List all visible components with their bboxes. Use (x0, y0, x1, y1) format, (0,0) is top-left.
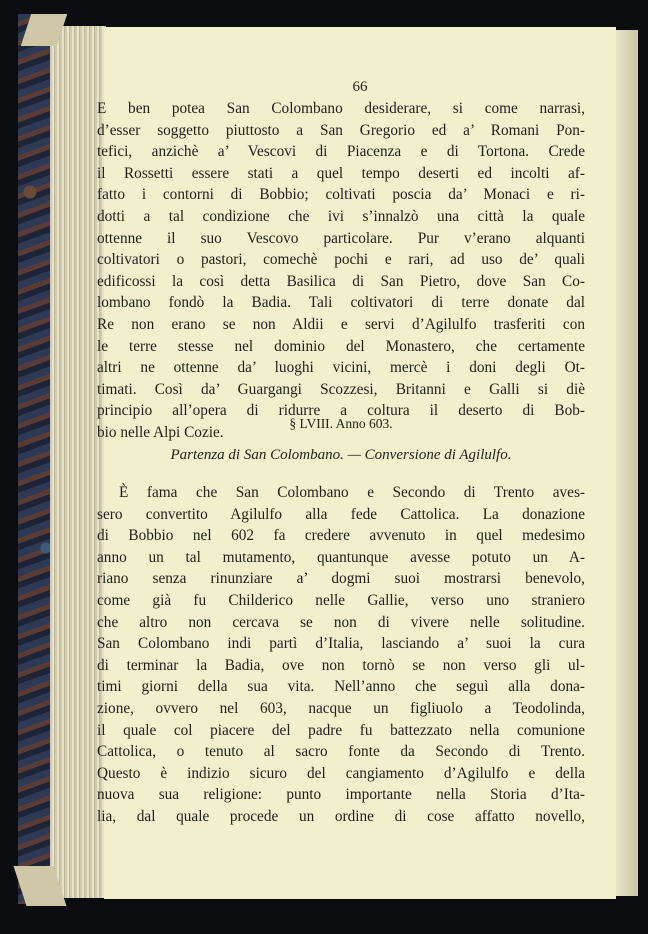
text-line: timi giorni della sua vita. Nell’anno che seguì alla dona- (97, 678, 585, 696)
facing-page-edge (616, 30, 638, 896)
text-line: d’esser soggetto piuttosto a San Gregorio ed a’ Romani Pon- (97, 121, 585, 139)
text-line: zione, ovvero nel 603, nacque un figliuolo a Teodolinda, (97, 699, 585, 717)
text-line: fatto i contorni di Bobbio; coltivati poscia da’ Monaci e ri- (97, 186, 585, 204)
text-line: principio all’opera di ridurre a coltura il deserto di Bob- (97, 402, 585, 420)
text-line: sero convertito Agilulfo alla fede Cattolica. La donazione (97, 505, 585, 523)
text-line: Re non erano se non Aldii e servi d’Agilulfo trasferiti con (97, 315, 585, 333)
text-line: che altro non cercava se non di vivere nelle solitudine. (97, 613, 585, 631)
text-line: lombano fondò la Badia. Tali coltivatori di terre donate dal (97, 294, 585, 312)
text-line: bio nelle Alpi Cozie. (97, 423, 224, 441)
text-line: Cattolica, o tenuto al sacro fonte da Secondo di Trento. (97, 743, 585, 761)
text-line: nuova sua religione: punto importante nella Storia d’Ita- (97, 786, 585, 804)
text-line: il quale col piacere del padre fu battezzato nella comunione (97, 721, 585, 739)
text-line: come già fu Childerico nelle Gallie, verso uno straniero (97, 591, 585, 609)
text-line: ottenne il suo Vescovo particolare. Pur v’erano alquanti (97, 229, 585, 247)
text-line: il Rossetti essere stati a quel tempo deserti ed incolti af- (97, 164, 585, 182)
text-line: di Bobbio nel 602 fa credere avvenuto in quel medesimo (97, 527, 585, 545)
text-line: E ben potea San Colombano desiderare, si come narrasi, (97, 100, 585, 117)
text-line: edificossi la così detta Basilica di San Pietro, dove San Co- (97, 272, 585, 290)
text-line: altri ne ottenne da’ luoghi vicini, mercè i doni degli Ot- (97, 359, 585, 377)
text-line: È fama che San Colombano e Secondo di Trento aves- (119, 484, 585, 501)
text-line: riano senza rinunziare a’ dogmi suoi mostrarsi benevolo, (97, 570, 585, 588)
text-line: dotti a tal condizione che ivi s’innalzò una città la quale (97, 207, 585, 225)
paragraph-1 (97, 98, 585, 444)
text-line: le terre stesse nel dominio del Monastero, che certamente (97, 337, 585, 355)
paragraph-2 (97, 482, 585, 828)
text-line: di terminar la Badia, ove non tornò se non verso gli ul- (97, 656, 585, 674)
text-line: timati. Così da’ Guargangi Scozzesi, Britanni e Galli si diè (97, 380, 585, 398)
text-line: tefici, anzichè a’ Vescovi di Piacenza e di Tortona. Crede (97, 143, 585, 161)
page-number: 66 (352, 79, 368, 95)
text-line: coltivatori o pastori, comechè pochi e rari, ad uso de’ quali (97, 251, 585, 269)
text-line: Questo è indizio sicuro del cangiamento d’Agilulfo e della (97, 764, 585, 782)
text-line: San Colombano indi partì d’Italia, lasciando a’ suoi la cura (97, 635, 585, 653)
section-heading: § LVIII. Anno 603. (289, 416, 393, 431)
text-line: lia, dal quale procede un ordine di cose affatto novello, (97, 807, 585, 825)
text-line: anno un tal mutamento, quantunque avesse potuto un A- (97, 548, 585, 566)
section-subtitle: Partenza di San Colombano. — Conversione di Agilulfo. (170, 447, 512, 463)
